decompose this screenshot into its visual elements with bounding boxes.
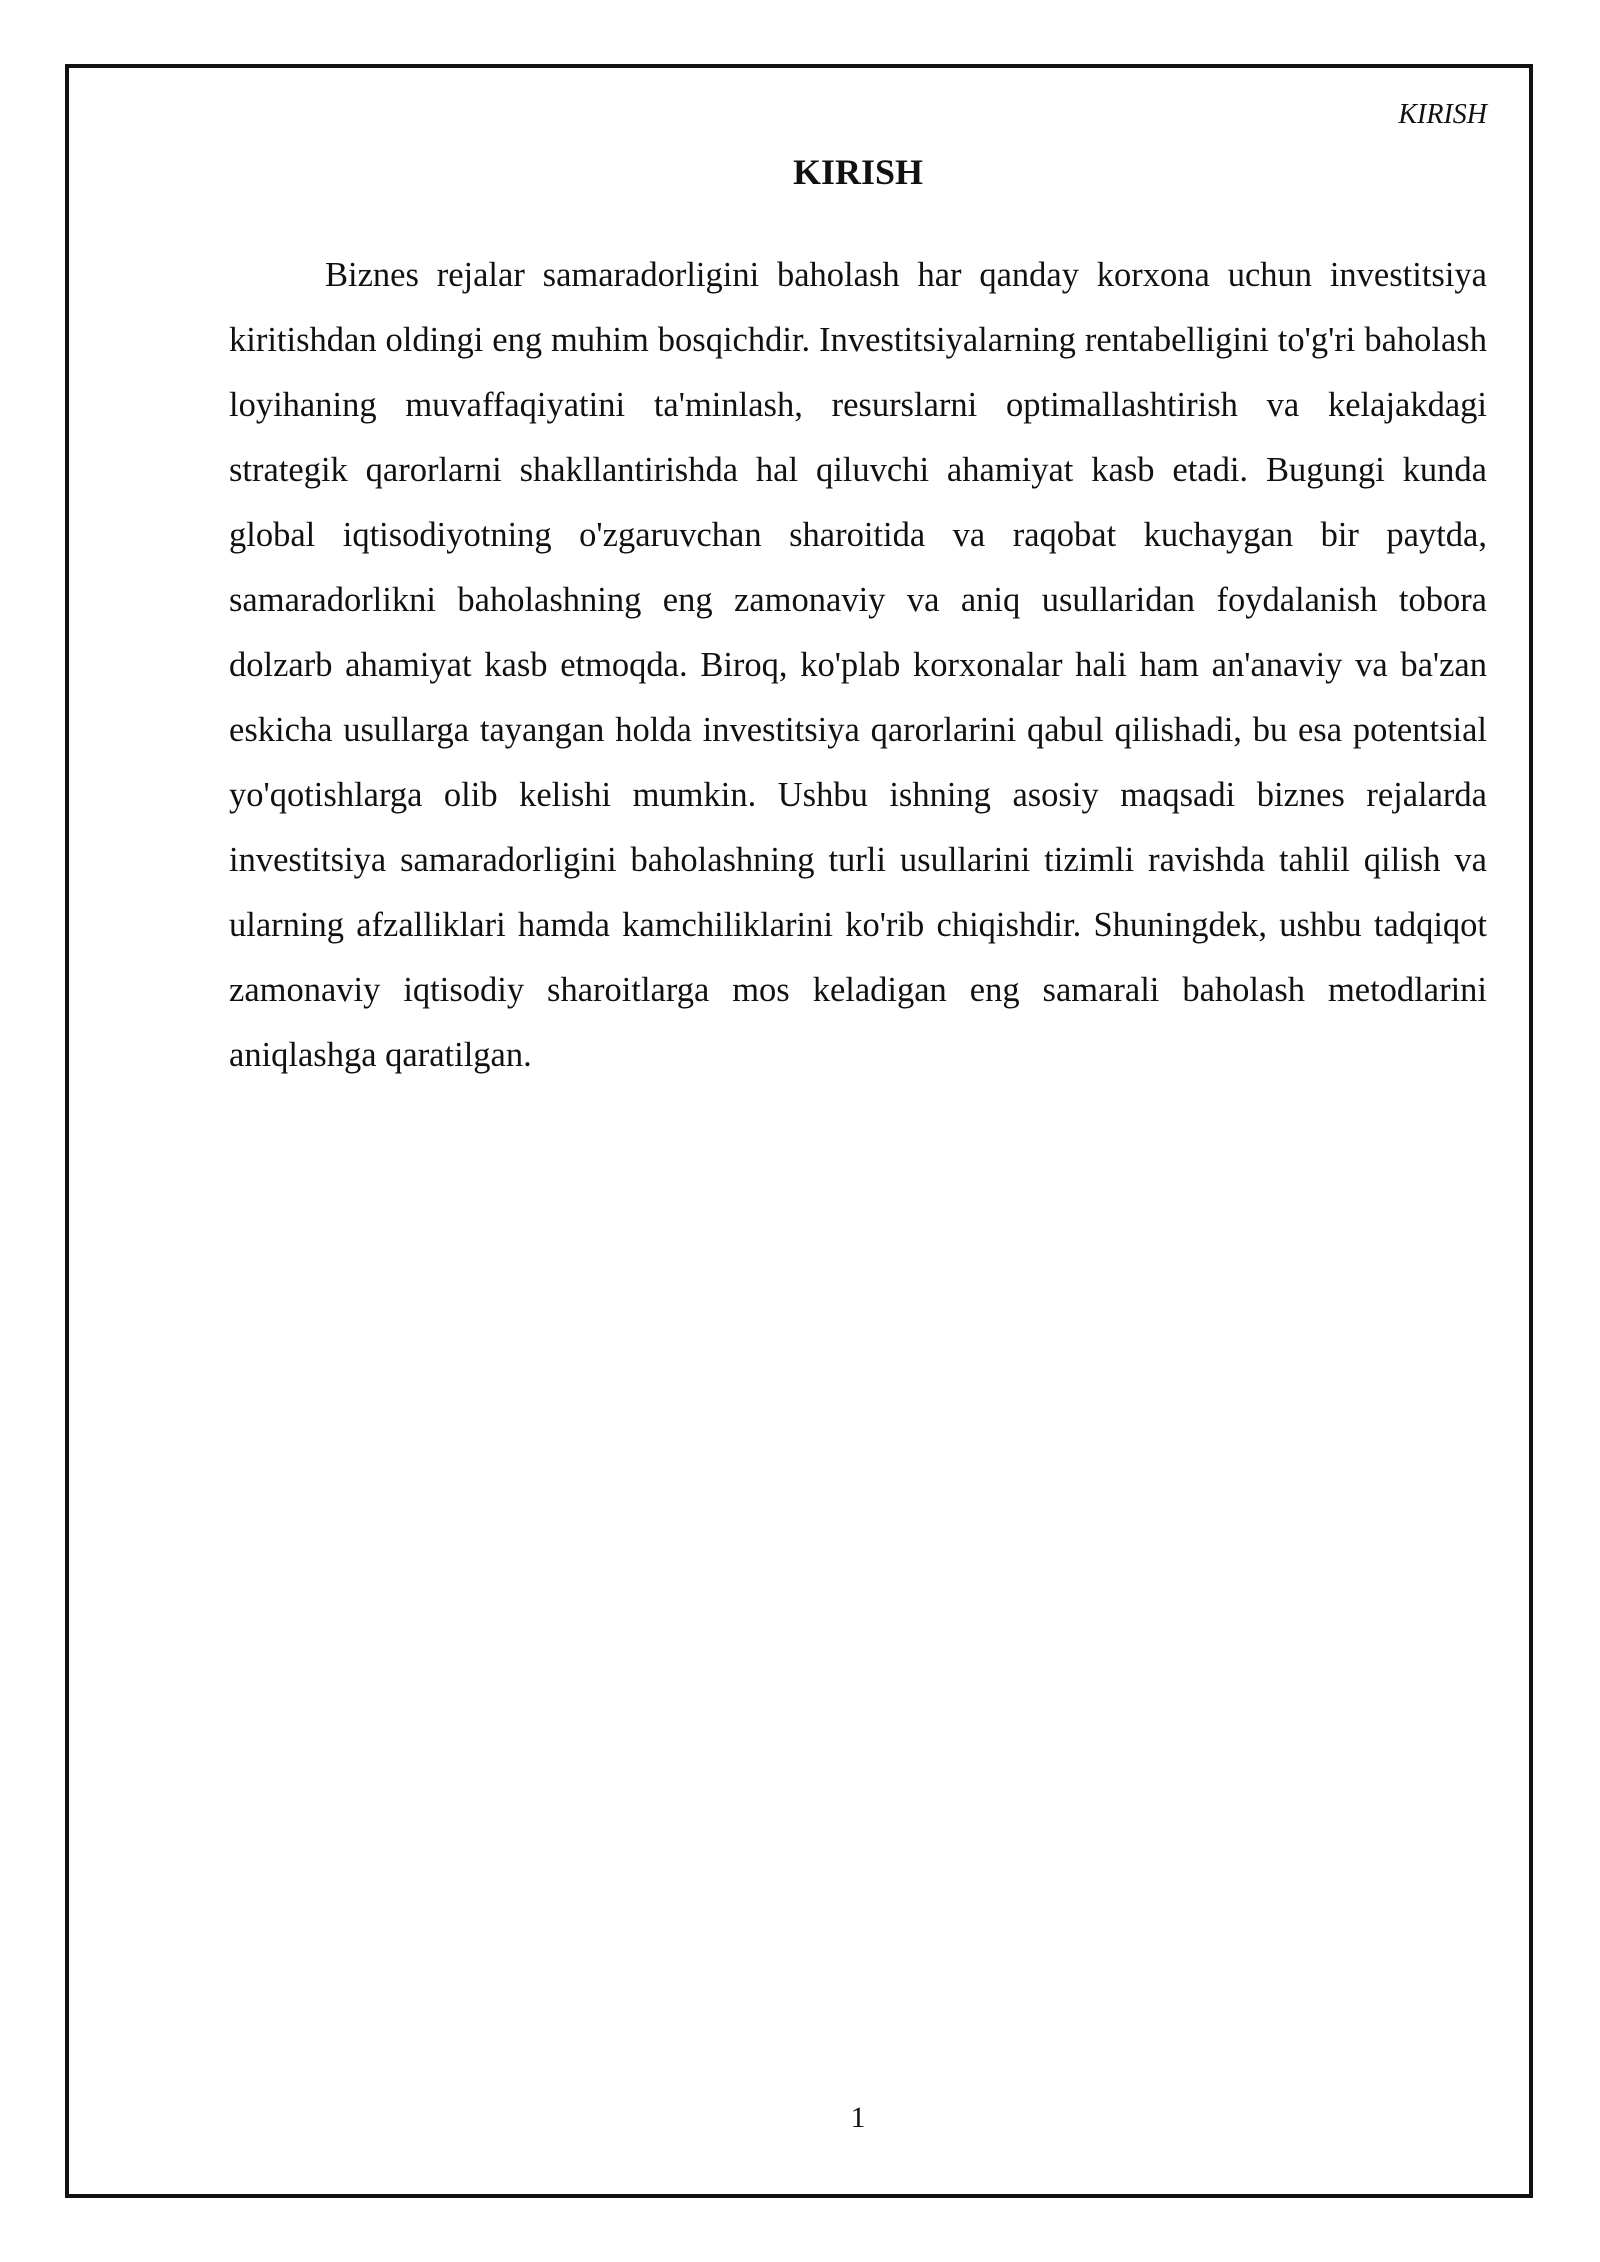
body-paragraph: Biznes rejalar samaradorligini baholash har qanday korxona uchun investitsiya kiritishdan oldingi eng muhim bosqichdir. Investitsiyalarning rentabelligini to'g'ri baholash loyihaning muvaffaqiyatini ta'minlash, resurslarni optimallashtirish va kelajakdagi strategik qarorlarni shakllantirishda hal qiluvchi ahamiyat kasb etadi. Bugungi kunda global iqtisodiyotning o'zgaruvchan sharoitida va raqobat kuchaygan bir paytda, samaradorlikni baholashning eng zamonaviy va aniq usullaridan foydalanish tobora dolzarb ahamiyat kasb etmoqda. Biroq, ko'plab korxonalar hali ham an'anaviy va ba'zan eskicha usullarga tayangan holda investitsiya qarorlarini qabul qilishadi, bu esa potentsial yo'qotishlarga olib kelishi mumkin. Ushbu ishning asosiy maqsadi biznes rejalarda investitsiya samaradorligini baholashning turli usullarini tizimli ravishda tahlil qilish va ularning afzalliklari hamda kamchiliklarini ko'rib chiqishdir. Shuningdek, ushbu tadqiqot zamonaviy iqtisodiy sharoitlarga mos keladigan eng samarali baholash metodlarini aniqlashga qaratilgan. [229, 256, 1487, 1074]
page-title: KIRISH [792, 152, 924, 192]
running-header: KIRISH [1398, 99, 1487, 130]
page-number: 1 [850, 2101, 866, 2134]
